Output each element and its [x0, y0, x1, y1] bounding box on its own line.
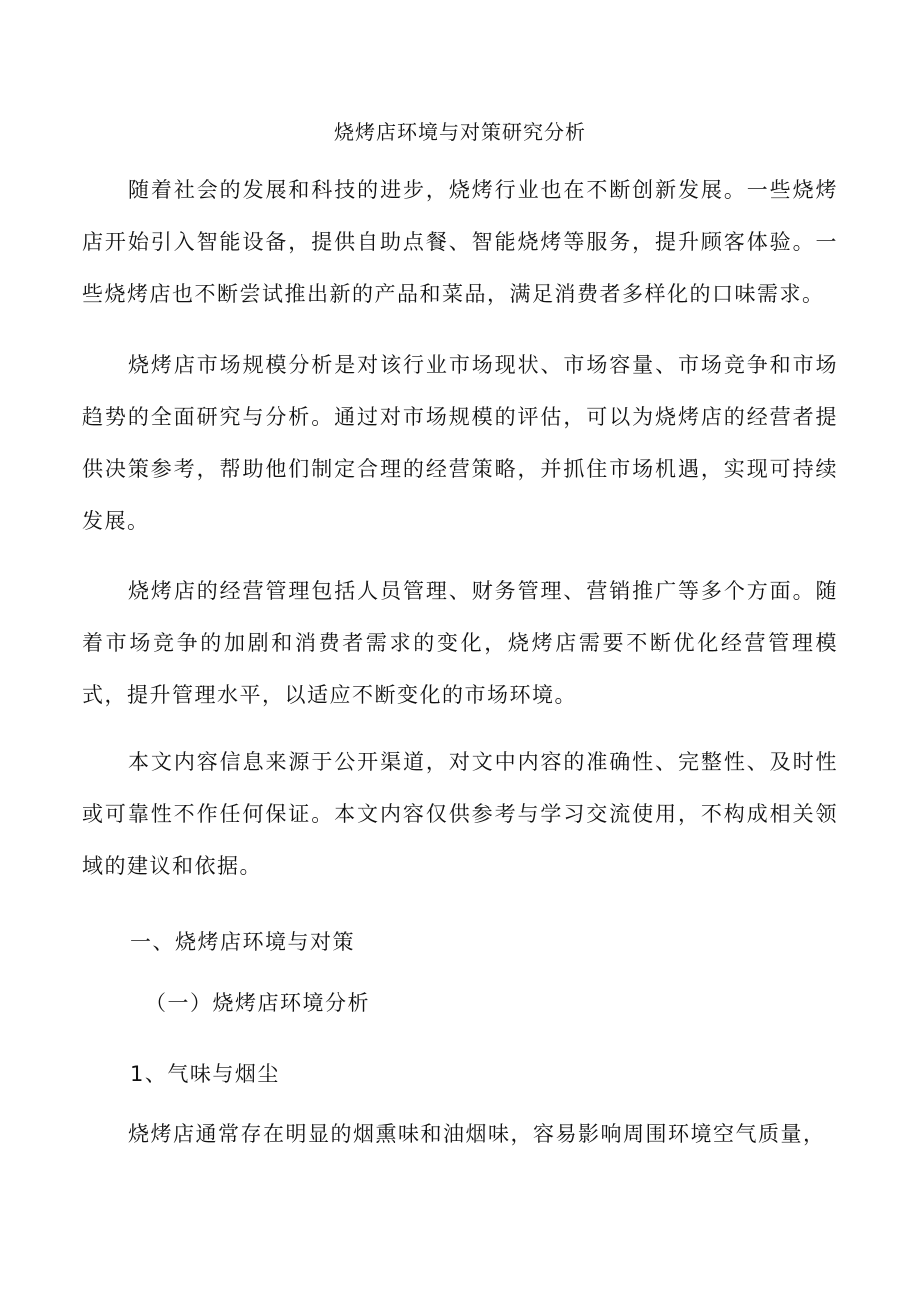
paragraph-disclaimer: 本文内容信息来源于公开渠道，对文中内容的准确性、完整性、及时性或可靠性不作任何保证。本文内容仅供参考与学习交流使用，不构成相关领域的建议和依据。 — [82, 750, 838, 878]
paragraph-market-scale: 烧烤店市场规模分析是对该行业市场现状、市场容量、市场竞争和市场趋势的全面研究与分析。通过对市场规模的评估，可以为烧烤店的经营者提供决策参考，帮助他们制定合理的经营策略，并抓住市场机遇，实现可持续发展。 — [82, 353, 838, 533]
paragraph-intro: 随着社会的发展和科技的进步，烧烤行业也在不断创新发展。一些烧烤店开始引入智能设备，提供自助点餐、智能烧烤等服务，提升顾客体验。一些烧烤店也不断尝试推出新的产品和菜品，满足消费者多样化的口味需求。 — [82, 178, 838, 306]
item-heading: 1、气味与烟尘 — [130, 1062, 280, 1086]
paragraph-management: 烧烤店的经营管理包括人员管理、财务管理、营销推广等多个方面。随着市场竞争的加剧和消费者需求的变化，烧烤店需要不断优化经营管理模式，提升管理水平，以适应不断变化的市场环境。 — [82, 579, 838, 707]
paragraph-smell-smoke: 烧烤店通常存在明显的烟熏味和油烟味，容易影响周围环境空气质量， — [128, 1122, 826, 1146]
section-heading: 一、烧烤店环境与对策 — [130, 930, 355, 954]
subsection-heading: （一）烧烤店环境分析 — [145, 991, 370, 1015]
document-title: 烧烤店环境与对策研究分析 — [334, 120, 586, 144]
